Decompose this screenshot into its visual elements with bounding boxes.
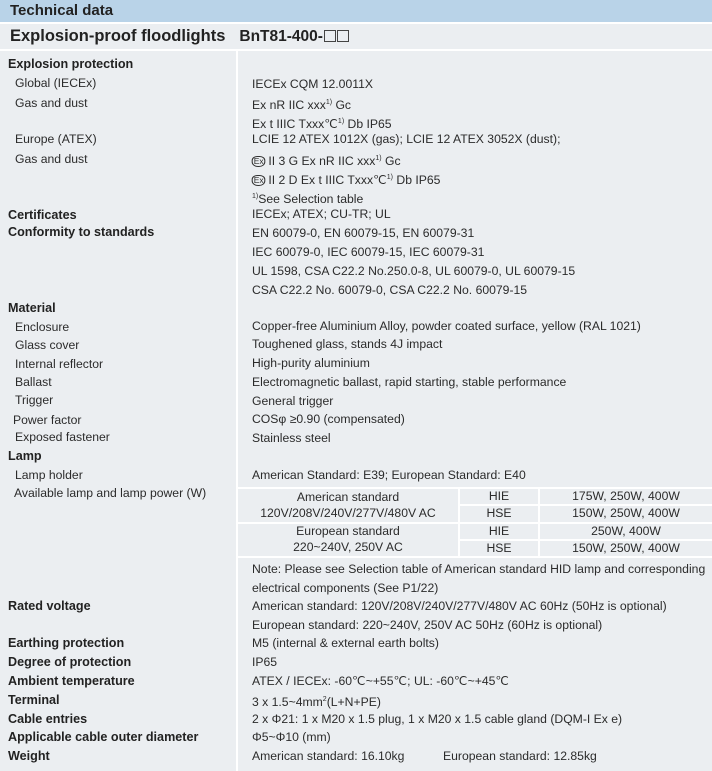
cable-diameter-label: Applicable cable outer diameter <box>8 730 199 744</box>
cable-entries-value: 2 x Φ21: 1 x M20 x 1.5 plug, 1 x M20 x 1.5 cable gland (DQM-I Ex e) <box>252 712 623 726</box>
lamp-note: Note: Please see Selection table of American standard HID lamp and corresponding <box>252 562 706 576</box>
lamp-heading: Lamp <box>8 449 42 463</box>
explosion-protection-heading: Explosion protection <box>8 57 134 71</box>
rated-voltage-american: American standard: 120V/208V/240V/277V/480V AC 60Hz (50Hz is optional) <box>252 599 667 613</box>
europe-gas-dust-label: Gas and dust <box>15 152 88 166</box>
rated-voltage-european: European standard: 220~240V, 250V AC 50Hz (60Hz is optional) <box>252 618 603 632</box>
lamp-type: HSE <box>486 506 512 520</box>
internal-reflector-label: Internal reflector <box>15 357 104 371</box>
weight-american: American standard: 16.10kg <box>252 749 405 763</box>
earthing-label: Earthing protection <box>8 636 125 650</box>
certificates-value: IECEx; ATEX; CU-TR; UL <box>252 207 391 221</box>
product-name: Explosion-proof floodlights <box>10 27 226 45</box>
model-prefix: BnT81-400- <box>239 28 323 45</box>
ambient-temperature-value: ATEX / IECEx: -60℃~+55℃; UL: -60℃~+45℃ <box>252 674 510 688</box>
weight-label: Weight <box>8 749 50 763</box>
lamp-power: 150W, 250W, 400W <box>572 506 680 520</box>
ex-hexagon-icon: Ex <box>252 175 266 186</box>
power-factor-value: COSφ ≥0.90 (compensated) <box>252 412 405 426</box>
section-title <box>0 0 712 22</box>
iecex-gas-marking: Ex nR IIC xxx$^{1)}$ Gc <box>252 98 352 112</box>
lamp-note-continued: electrical components (See P1/22) <box>252 581 439 595</box>
internal-reflector-value: High-purity aluminium <box>252 356 370 370</box>
american-standard-label: American standard <box>296 490 400 504</box>
global-iecex-label: Global (IECEx) <box>15 76 97 90</box>
exposed-fastener-label: Exposed fastener <box>15 430 110 444</box>
lamp-holder-value: American Standard: E39; European Standard: E40 <box>252 468 526 482</box>
cable-entries-label: Cable entries <box>8 712 88 726</box>
glass-cover-label: Glass cover <box>15 338 80 352</box>
glass-cover-value: Toughened glass, stands 4J impact <box>252 337 443 351</box>
cable-diameter-value: Φ5~Φ10 (mm) <box>252 730 331 744</box>
lamp-type: HIE <box>488 489 510 503</box>
iecex-dust-marking: Ex t IIIC Txxx℃$^{1)}$ Db IP65 <box>252 117 392 131</box>
atex-dust-marking: Ex II 2 D Ex t IIIC Txxx℃$^{1)}$ Db IP65 <box>252 170 440 188</box>
enclosure-label: Enclosure <box>15 320 70 334</box>
degree-protection-value: IP65 <box>252 655 278 669</box>
atex-certificate: LCIE 12 ATEX 1012X (gas); LCIE 12 ATEX 3052X (dust); <box>252 132 561 146</box>
weight-european: European standard: 12.85kg <box>443 749 597 763</box>
earthing-value: M5 (internal & external earth bolts) <box>252 636 439 650</box>
product-model <box>239 28 349 45</box>
enclosure-value: Copper-free Aluminium Alloy, powder coated surface, yellow (RAL 1021) <box>252 319 641 333</box>
terminal-label: Terminal <box>8 693 60 707</box>
conformity-line: CSA C22.2 No. 60079-0, CSA C22.2 No. 60079-15 <box>252 283 528 297</box>
model-placeholder-box-icon <box>324 30 336 42</box>
terminal-value: 3 x $1.5\sim 4mm^2(L+N+PE)$ <box>252 695 381 709</box>
lamp-power-label: Available lamp and lamp power (W) <box>14 486 207 500</box>
american-standard-voltage: 120V/208V/240V/277V/480V AC <box>260 506 436 520</box>
ex-hexagon-icon: Ex <box>252 156 266 167</box>
degree-protection-label: Degree of protection <box>8 655 132 669</box>
global-gas-dust-label: Gas and dust <box>15 96 88 110</box>
iecex-certificate: IECEx CQM 12.0011X <box>252 77 374 91</box>
lamp-type: HIE <box>488 524 510 538</box>
trigger-label: Trigger <box>15 393 54 407</box>
european-standard-voltage: 220~240V, 250V AC <box>293 540 403 554</box>
ballast-label: Ballast <box>15 375 52 389</box>
ambient-temperature-label: Ambient temperature <box>8 674 135 688</box>
ballast-value: Electromagnetic ballast, rapid starting, stable performance <box>252 375 567 389</box>
conformity-line: UL 1598, CSA C22.2 No.250.0-8, UL 60079-0, UL 60079-15 <box>252 264 576 278</box>
section-title-text: Technical data <box>10 2 114 19</box>
certificates-label: Certificates <box>8 208 77 222</box>
material-heading: Material <box>8 301 56 315</box>
exposed-fastener-value: Stainless steel <box>252 431 331 445</box>
lamp-power-table <box>238 487 712 557</box>
lamp-type: HSE <box>486 541 512 555</box>
table-divider <box>238 556 712 558</box>
lamp-holder-label: Lamp holder <box>15 468 83 482</box>
model-placeholder-box-icon <box>337 30 349 42</box>
conformity-line: IEC 60079-0, IEC 60079-15, IEC 60079-31 <box>252 245 485 259</box>
conformity-line: EN 60079-0, EN 60079-15, EN 60079-31 <box>252 226 475 240</box>
product-header <box>0 24 712 49</box>
conformity-label: Conformity to standards <box>8 225 155 239</box>
europe-atex-label: Europe (ATEX) <box>15 132 97 146</box>
power-factor-label: Power factor <box>13 413 82 427</box>
lamp-power: 250W, 400W <box>591 524 661 538</box>
lamp-power: 150W, 250W, 400W <box>572 541 680 555</box>
lamp-power: 175W, 250W, 400W <box>572 489 680 503</box>
rated-voltage-label: Rated voltage <box>8 599 91 613</box>
atex-gas-marking: Ex II 3 G Ex nR IIC xxx$^{1)}$ Gc <box>252 151 401 169</box>
selection-table-footnote: $^{1)}$See Selection table <box>252 192 364 206</box>
trigger-value: General trigger <box>252 394 334 408</box>
european-standard-label: European standard <box>296 524 400 538</box>
